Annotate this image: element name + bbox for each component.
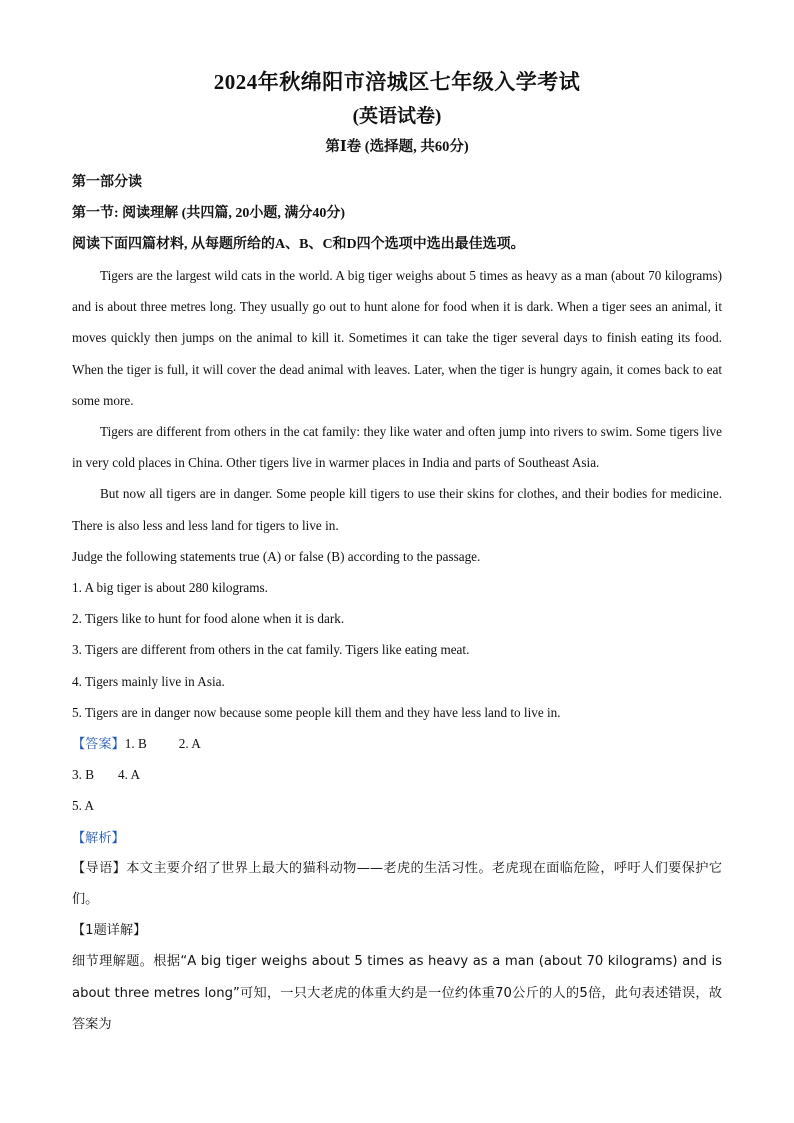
instruction-text: 阅读下面四篇材料, 从每题所给的A、B、C和D四个选项中选出最佳选项。 bbox=[72, 237, 525, 252]
exam-page bbox=[72, 66, 722, 1040]
question-5: 5. Tigers are in danger now because some people kill them and they have less land to live in. bbox=[72, 704, 561, 720]
volume-heading: 第Ⅰ卷 (选择题, 共60分) bbox=[325, 139, 469, 155]
answers-row-3 bbox=[72, 790, 722, 821]
question-4: 4. Tigers mainly live in Asia. bbox=[72, 673, 225, 689]
passage-paragraph-1: Tigers are the largest wild cats in the world. A big tiger weighs about 5 times as heavy as a man (about 70 kilograms) and is about three metres long. They usually go out to hunt alone for food when it is dark. When a tiger sees an animal, it moves quickly then jumps on the animal to kill it. Sometimes it can take the tiger several days to finish eating its food. When the tiger is full, it will cover the dead animal with leaves. Later, when the tiger is hungry again, it comes back to eat some more. bbox=[72, 268, 722, 408]
answer-5: 5. A bbox=[72, 798, 94, 814]
guide-paragraph bbox=[72, 853, 722, 915]
detail-text: 细节理解题。根据“A big tiger weighs about 5 times as heavy as a man (about 70 kilograms) and is about three metres long”可知，一只大老虎的体重大约是一位约体重70公斤的人的5倍，此句表述错误，故答案为 bbox=[72, 954, 722, 1032]
analysis-tag: 【解析】 bbox=[72, 829, 125, 845]
guide-text: 本文主要介绍了世界上最大的猫科动物——老虎的生活习性。老虎现在面临危险，呼吁人们要保护它们。 bbox=[72, 860, 723, 908]
task-instruction: Judge the following statements true (A) or false (B) according to the passage. bbox=[72, 548, 481, 564]
detail-heading: 【1题详解】 bbox=[72, 923, 147, 939]
passage-paragraph-3: But now all tigers are in danger. Some people kill tigers to use their skins for clothes, and their bodies for medicine. There is also less and less land for tigers to live in. bbox=[72, 486, 722, 533]
guide-tag: 【导语】 bbox=[72, 860, 127, 876]
answer-3: 3. B bbox=[72, 767, 94, 783]
section-heading: 第一节: 阅读理解 (共四篇, 20小题, 满分40分) bbox=[72, 206, 345, 221]
question-1: 1. A big tiger is about 280 kilograms. bbox=[72, 580, 268, 596]
part-heading: 第一部分读 bbox=[72, 175, 142, 190]
answers-row-2 bbox=[72, 759, 722, 790]
passage-paragraph-2: Tigers are different from others in the cat family: they like water and often jump into rivers to swim. Some tigers live in very cold places in China. Other tigers live in warmer places in India and parts of Southeast Asia. bbox=[72, 424, 722, 471]
question-2: 2. Tigers like to hunt for food alone when it is dark. bbox=[72, 611, 345, 627]
analysis-heading bbox=[72, 822, 722, 853]
answer-2: 2. A bbox=[178, 736, 201, 752]
question-3: 3. Tigers are different from others in the cat family. Tigers like eating meat. bbox=[72, 642, 470, 658]
answer-4: 4. A bbox=[117, 767, 140, 783]
answer-1: 1. B bbox=[124, 736, 147, 752]
answer-tag: 【答案】 bbox=[72, 736, 125, 752]
exam-subtitle: (英语试卷) bbox=[352, 106, 442, 127]
exam-title: 2024年秋绵阳市涪城区七年级入学考试 bbox=[213, 70, 581, 94]
answers-row-1 bbox=[72, 728, 722, 759]
